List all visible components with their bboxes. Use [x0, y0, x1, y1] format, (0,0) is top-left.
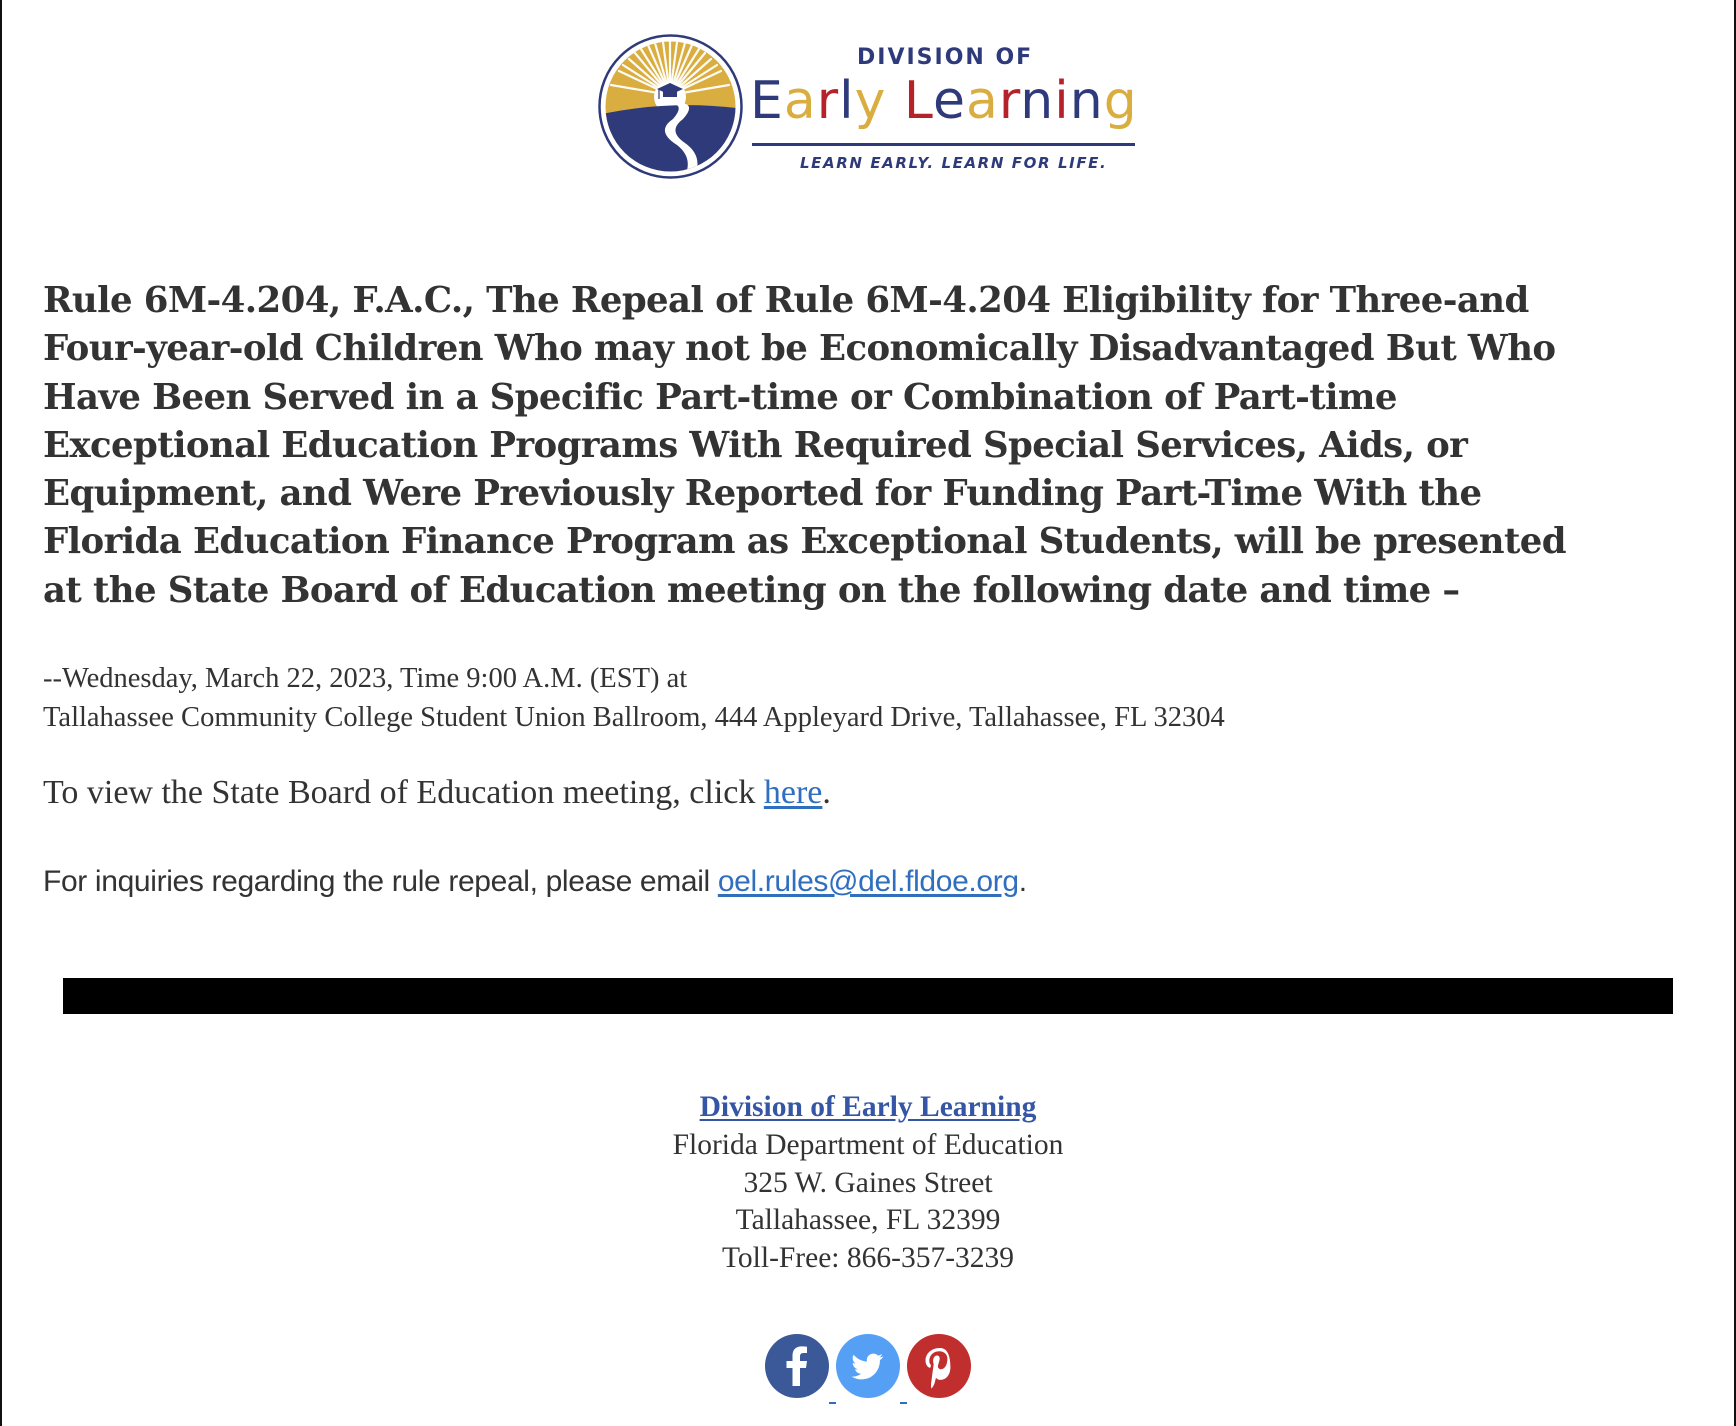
logo-letter: L	[903, 71, 933, 131]
division-of-early-learning-logo	[597, 33, 1142, 183]
logo-letter: r	[816, 71, 840, 131]
logo-underline	[752, 143, 1135, 146]
link-underline-fragment	[829, 1402, 836, 1404]
inquiry-period: .	[1018, 865, 1027, 898]
facebook-icon	[765, 1334, 829, 1398]
footer-address	[0, 1089, 1736, 1278]
heading-line: Have Been Served in a Specific Part-time or Combination of Part-time	[43, 376, 1397, 418]
twitter-icon	[836, 1334, 900, 1398]
logo-letter: r	[998, 71, 1021, 131]
pinterest-icon	[907, 1334, 971, 1398]
logo-letter: i	[1054, 71, 1070, 131]
footer-street: 325 W. Gaines Street	[743, 1166, 993, 1199]
footer-city: Tallahassee, FL 32399	[735, 1204, 1001, 1237]
sunrise-road-emblem-icon	[597, 33, 744, 180]
meeting-datetime: --Wednesday, March 22, 2023, Time 9:00 A.M. (EST) at	[43, 663, 688, 694]
pinterest-link[interactable]	[907, 1334, 971, 1398]
inquiry-paragraph	[43, 862, 1027, 902]
logo-division-of-text: DIVISION OF	[857, 45, 1034, 70]
heading-line: Rule 6M-4.204, F.A.C., The Repeal of Rule 6M-4.204 Eligibility for Three-and	[43, 280, 1529, 321]
logo-letter: a	[965, 71, 999, 131]
rule-repeal-heading	[43, 277, 1703, 615]
heading-line: Four-year-old Children Who may not be Economically Disadvantaged But Who	[43, 328, 1556, 370]
logo-letter: E	[750, 71, 784, 131]
logo-letter: a	[783, 71, 817, 131]
black-divider-bar	[63, 978, 1673, 1014]
heading-line: Florida Education Finance Program as Exceptional Students, will be presented	[43, 521, 1567, 563]
logo-letter: y	[854, 71, 887, 131]
heading-line: Equipment, and Were Previously Reported for Funding Part-Time With the	[43, 473, 1482, 515]
logo-letter: e	[932, 71, 966, 131]
meeting-details	[43, 659, 1225, 737]
logo-letter: n	[1069, 71, 1104, 131]
footer-division-link[interactable]: Division of Early Learning	[699, 1091, 1037, 1123]
social-links	[765, 1334, 975, 1404]
view-meeting-period: .	[822, 774, 831, 811]
footer-department: Florida Department of Education	[672, 1128, 1064, 1161]
logo-tagline: LEARN EARLY. LEARN FOR LIFE.	[800, 154, 1108, 172]
link-underline-fragment	[900, 1402, 907, 1404]
inquiry-text: For inquiries regarding the rule repeal, please email	[43, 865, 718, 898]
twitter-link[interactable]	[836, 1334, 900, 1398]
logo-early-learning-text	[750, 71, 1138, 131]
view-meeting-text: To view the State Board of Education meeting, click	[43, 774, 764, 811]
meeting-location: Tallahassee Community College Student Union Ballroom, 444 Appleyard Drive, Tallahassee, FL 32304	[43, 702, 1225, 733]
heading-line: Exceptional Education Programs With Required Special Services, Aids, or	[43, 424, 1468, 466]
logo-letter	[886, 71, 904, 131]
inquiry-email-link[interactable]: oel.rules@del.fldoe.org	[717, 865, 1019, 898]
view-meeting-here-link[interactable]: here	[763, 774, 823, 811]
view-meeting-paragraph	[43, 771, 831, 815]
facebook-link[interactable]	[765, 1334, 829, 1398]
footer-phone: Toll-Free: 866-357-3239	[721, 1242, 1015, 1275]
logo-letter: g	[1103, 71, 1138, 131]
logo-letter: l	[839, 71, 855, 131]
logo-letter: n	[1020, 71, 1055, 131]
heading-line: at the State Board of Education meeting on the following date and time –	[43, 569, 1460, 611]
